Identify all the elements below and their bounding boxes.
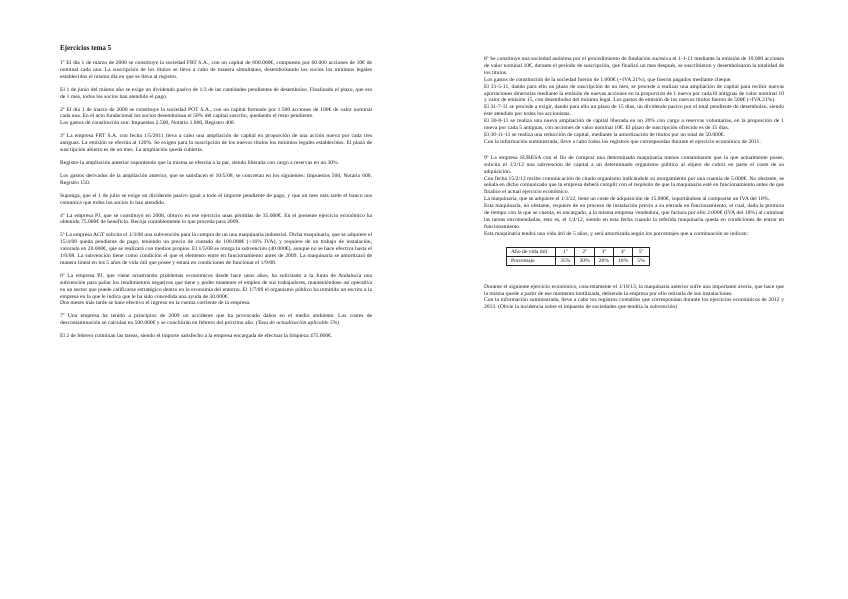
exercise-4: 4º La empresa PJ, que se constituyó en 2008, obtuvo en ese ejercicio unas pérdidas de 35.000€. En el presente ejercicio económico ha obtenido 75.000€ de beneficio. Recoja contablemente lo que proceda para 2009. bbox=[60, 212, 372, 226]
table-cell: 10% bbox=[614, 256, 633, 265]
table-cell: 30% bbox=[575, 256, 594, 265]
depreciation-table bbox=[506, 247, 650, 266]
exercise-5: 5º La empresa AGT solicita el 1/3/08 una subvención para la compra de un una maquinaria industrial. Dicha maquinaria, que se adquiere el 15/4/08 queda pendiente de pago, teniendo un precio de contado de 100.000€ (+16% IVA), y requiere de un trabajo de instalación, valorado en 20.000€, que se realizará con medios propios. El 1/5/08 se otorga la subvención (40.000€), aunque no se hace efectiva hasta el 1/6/08. La subvención tiene como condición el que el elemento entre en funcionamiento antes de 2009. La maquinaria se amortizará de manera lineal en los 5 años de vida útil que posee y estará en condiciones de funcionar el 1/9/08. bbox=[60, 232, 372, 266]
page-title: Ejercicios tema 5 bbox=[60, 44, 112, 52]
exercise-3-expenses: Los gastos derivados de la ampliación anterior, que se satisfacen el 10/5/08, se concretan en los siguientes: Impuestos 500, Notario 600, Registro 150. bbox=[60, 172, 372, 186]
table-cell: 1º bbox=[556, 247, 575, 256]
table-cell: 20% bbox=[594, 256, 613, 265]
table-cell: 5% bbox=[633, 256, 649, 265]
exercise-8: 8º Se constituye una sociedad anónima por el procedimiento de fundación sucesiva el 1-1-11 mediante la emisión de 10.000 acciones de valor nominal 10€, durante el período de suscripción, que finalizó un mes después, se suscribieron y desembolsaron la totalidad de los títulos. Los gastos de constitución de la sociedad fueron de 1.000€ (+IVA 21%), que fueron pagados mediante cheque. El 31-5-11, dando para ello un plazo de suscripción de un mes, se procede a realizar una ampliación de capital para recibir nuevas aportaciones dinerarias mediante la emisión de nuevas acciones en la proporción de 1 nueva por cada10 antiguas de valor nominal 10 y valor de emisión 15, con desembolso del mínimo legal. Los gastos de emisión de los nuevos títulos fueron de 500€ (+IVA 21%). El 31-7-11 se procede a exigir, dando para ello un plazo de 15 días, un dividendo pasivo por el total pendiente de desembolso, siendo éste atendido por todos los accionistas. El 30-8-11 se realiza una nueva ampliación de capital liberada en un 20% con cargo a reservas voluntarias, en la proporción de 1 nueva por cada 5 antiguas, con acciones de valor nominal 10€. El plazo de suscripción ofrecido es de 15 días. El 30-11-11 se realiza una reducción de capital, mediante la amortización de títulos por un total de 50.000€. Con la información suministrada, lleve a cabo todos los registros que correspondan durante el ejercicio económico de 2011. bbox=[484, 56, 784, 145]
table-cell: 35% bbox=[556, 256, 575, 265]
exercise-7 bbox=[60, 313, 372, 327]
table-cell: 3º bbox=[594, 247, 613, 256]
exercise-3-register: Registre la ampliación anterior suponiendo que la misma se efectúa a la par, siendo liberada con cargo a reservas en un 30%. bbox=[60, 159, 340, 166]
table-cell: 4º bbox=[614, 247, 633, 256]
exercise-7-text: 7º Una empresa ha tenido a principios de 2009 un accidente que ha provocado daños en el medio ambiente. Los costes de descontaminación se calculan en 500.000€ y se concluirán en febrero del próximo año. bbox=[60, 313, 372, 327]
table-row bbox=[507, 247, 650, 256]
table-row bbox=[507, 256, 650, 265]
exercise-2: 2º El día 1 de marzo de 2008 se constituye la sociedad POT S.A., con un capital formado por 1.500 acciones de 100€ de valor nominal cada una. En el acto fundacional los socios desembolsan el 50% del capital suscrito, quedando el resto pendiente. Los gastos de constitución son: Impuestos 2.500, Notario 1.000, Registro 400. bbox=[60, 106, 372, 127]
right-column bbox=[484, 56, 784, 317]
table-row-label-years: Año de vida útil bbox=[507, 247, 556, 256]
left-column bbox=[60, 44, 372, 346]
exercise-9: 9º La empresa SUBESA con el fin de comprar una determinada maquinaria menos contaminante que la que actualmente posee, solicita el 1/2/12 una subvención de capital a un determinado organismo público al objeto de cubrir en parte el coste de su adquisición. Con fecha 15/2/12 recibe comunicación de citado organismo indicándole su otorgamiento por una cuantía de 5.000€. No obstante, se señala en dicho comunicado que la empresa deberá cumplir con el requisito de que la maquinaria esté en funcionamiento antes de que finalice el actual ejercicio económico. La maquinaria, que se adquiere el 1/3/12, tiene un coste de adquisición de 15.000€, soportándose al comprarse un IVA del 18%. Esta maquinaria, no obstante, requiere de un proceso de instalación previo a su entrada en funcionamiento, el cual, dada la premura de tiempo con la que se cuenta, es encargado, a la misma empresa vendedora, que factura por ello 2.000€ (IVA del 18%) al culminar las tareas encomendadas, esto es, el 1/4/12, siendo en esta fecha cuando la referida maquinaria queda en condiciones de entrar en funcionamiento. Esta maquinaria tendrá una vida útil de 5 años, y será amortizada según los porcentajes que a continuación se indican: bbox=[484, 154, 784, 237]
exercise-6: 6º La empresa PJ, que viene arrastrando problemas económicos desde hace unos años, ha solicitado a la Junta de Andalucía una subvención para paliar los rendimientos negativos que tiene y poder mantener el empleo de sus trabajadores, manteniéndose así operativa en un sector que puede calificarse estratégico dentro en la economía del entorno. El 1/7/09 el organismo público ha remitido un escrito a la empresa en la que le indica que le ha sido concedida una ayuda de 30.000€. Dos meses más tarde se hace efectivo el ingreso en la cuenta corriente de la empresa. bbox=[60, 272, 372, 307]
table-cell: 5º bbox=[633, 247, 649, 256]
table-row-label-percent: Porcentaje bbox=[507, 256, 556, 265]
exercise-9-closing: Durante el siguiente ejercicio económico, concretamente el 1/10/13, la maquinaria anterior sufre una importante avería, que hace que la misma quede a partir de ese momento inutilizada, debiendo la empresa por ello retirarla de sus instalaciones. Con la información suministrada, lleve a cabo los registros contables que correspondan durante los ejercicios económicos de 2012 y 2013. (Obvie la incidencia sobre el impuesto de sociedades que tendría la subvención) bbox=[484, 283, 784, 311]
exercise-1: 1º El día 1 de marzo de 2008 se constituye la sociedad FRT S.A., con un capital de 600.000€, compuesto por 60.000 acciones de 10€ de nominal cada una. La suscripción de los títulos se lleva a cabo de manera simultánea, desembolsando los socios los mínimos legales establecidos el mismo día en que se lleva al registro. bbox=[60, 60, 372, 80]
exercise-3-dividend: Suponga, que el 1 de julio se exige un dividendo pasivo igual a todo el importe pendiente de pago, y que un mes más tarde el banco nos comunica que todos los socios lo han atendido. bbox=[60, 192, 372, 206]
exercise-7-note: (Tasa de actualización aplicable 5%) bbox=[255, 320, 340, 327]
exercise-7-cleanup: El 2 de febrero culminan las tareas, siendo el importe satisfecho a la empresa encargada de efectuar la limpieza 475.000€. bbox=[60, 333, 333, 340]
exercise-1-dividend: El 1 de junio del mismo año se exige un dividendo pasivo de 1/3 de las cantidades pendientes de desembolso. Finalizado el plazo, que era de 1 mes, todos los socios han atendido el pago. bbox=[60, 86, 372, 100]
exercise-3: 3º La empresa FRT S.A. con fecha 1/5/2011 lleva a cabo una ampliación de capital en proporción de una acción nueva por cada tres antiguas. La emisión se efectúa al 120%. Se exigen para la suscripción de los nuevos títulos los mínimos legales establecidos. El plazo de suscripción abierto es de un mes. La ampliación queda cubierta. bbox=[60, 133, 372, 154]
table-cell: 2º bbox=[575, 247, 594, 256]
